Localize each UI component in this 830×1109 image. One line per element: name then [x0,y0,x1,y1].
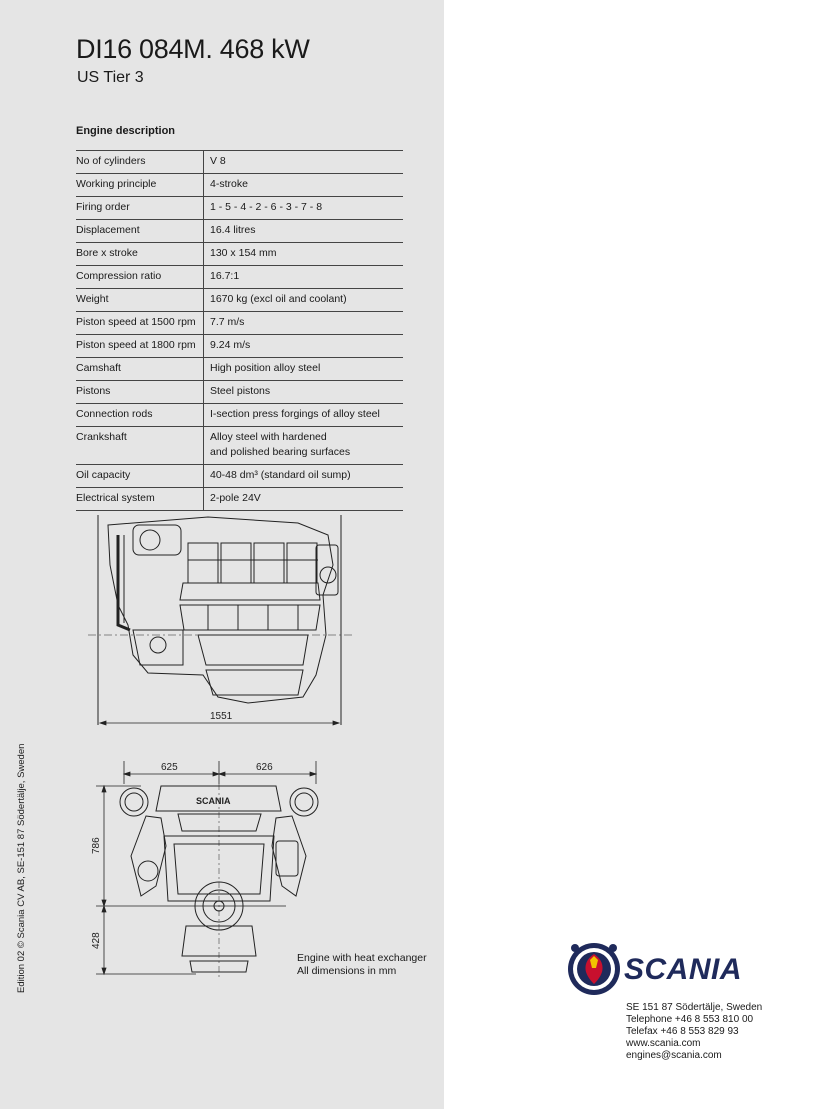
spec-label: Compression ratio [76,266,204,289]
spec-value-line: and polished bearing surfaces [210,446,351,458]
section-title: Engine description [76,125,176,137]
note-line-1: Engine with heat exchanger [297,952,427,964]
spec-value: 7.7 m/s [204,312,404,335]
spec-label: No of cylinders [76,151,204,174]
spec-label: Firing order [76,197,204,220]
spec-label: Electrical system [76,488,204,511]
spec-row [76,266,403,289]
spec-label: Weight [76,289,204,312]
spec-value: 16.4 litres [204,220,404,243]
spec-value: 4-stroke [204,174,404,197]
engine-side-view-drawing [88,505,358,735]
page-title: DI16 084M. 468 kW [76,34,310,64]
spec-value: I-section press forgings of alloy steel [204,404,404,427]
scania-griffin-logo [566,938,622,1000]
spec-value-line: Alloy steel with hardened [210,431,327,443]
spec-value: Steel pistons [204,381,404,404]
spec-label: Piston speed at 1500 rpm [76,312,204,335]
dimension-front-right: 626 [256,762,273,773]
contact-email[interactable]: engines@scania.com [626,1050,722,1061]
spec-label: Oil capacity [76,465,204,488]
spec-value: 40-48 dm³ (standard oil sump) [204,465,404,488]
spec-value: 1670 kg (excl oil and coolant) [204,289,404,312]
drawing-scania-label: SCANIA [196,796,231,806]
spec-row [76,174,403,197]
edition-text: Edition 02 © Scania CV AB, SE-151 87 Södertälje, Sweden [16,743,27,993]
spec-value: 2-pole 24V [204,488,404,511]
dimension-height-upper: 786 [91,837,102,854]
spec-label: Connection rods [76,404,204,427]
spec-value: V 8 [204,151,404,174]
spec-value: 130 x 154 mm [204,243,404,266]
page-subtitle: US Tier 3 [77,69,144,86]
spec-value: High position alloy steel [204,358,404,381]
spec-value [204,427,404,465]
spec-table [76,150,403,511]
spec-value: 1 - 5 - 4 - 2 - 6 - 3 - 7 - 8 [204,197,404,220]
spec-row [76,197,403,220]
spec-row [76,358,403,381]
spec-row [76,289,403,312]
engine-front-view-drawing [86,756,331,981]
spec-row [76,151,403,174]
spec-label: Bore x stroke [76,243,204,266]
spec-row [76,243,403,266]
spec-row [76,335,403,358]
contact-telefax: Telefax +46 8 553 829 93 [626,1026,739,1037]
spec-row [76,404,403,427]
spec-row [76,465,403,488]
spec-row [76,220,403,243]
spec-label: Piston speed at 1800 rpm [76,335,204,358]
contact-address: SE 151 87 Södertälje, Sweden [626,1002,763,1013]
spec-label: Working principle [76,174,204,197]
spec-row [76,427,403,465]
spec-value: 9.24 m/s [204,335,404,358]
note-line-2: All dimensions in mm [297,965,397,977]
spec-label: Pistons [76,381,204,404]
spec-label: Crankshaft [76,427,204,465]
spec-label: Camshaft [76,358,204,381]
brand-wordmark: SCANIA [624,953,743,986]
spec-row [76,312,403,335]
dimension-side-length: 1551 [210,711,233,722]
spec-value: 16.7:1 [204,266,404,289]
spec-row [76,381,403,404]
dimension-front-left: 625 [161,762,178,773]
dimension-height-lower: 428 [91,932,102,949]
spec-label: Displacement [76,220,204,243]
contact-block [626,1002,762,1062]
drawing-note [297,952,427,978]
contact-telephone: Telephone +46 8 553 810 00 [626,1014,754,1025]
contact-web[interactable]: www.scania.com [626,1038,701,1049]
